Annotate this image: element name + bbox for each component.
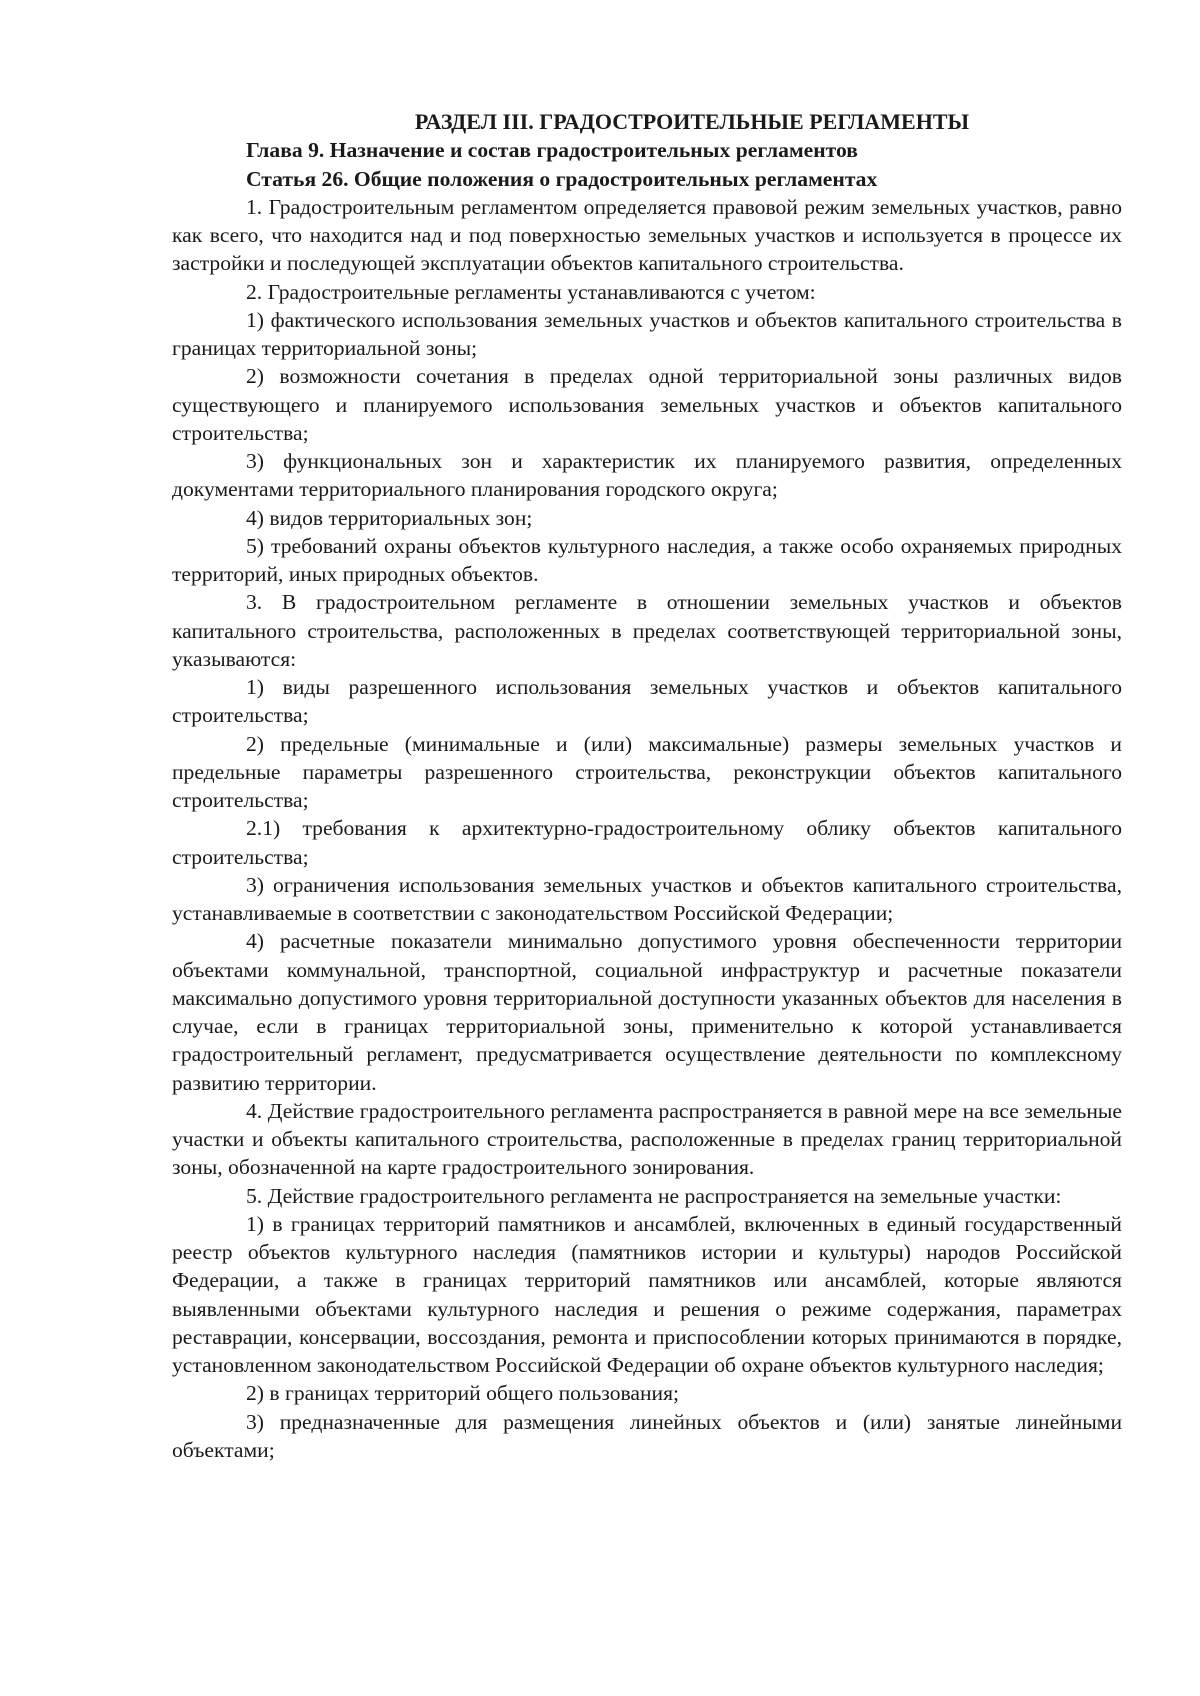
paragraph: 2) возможности сочетания в пределах одной территориальной зоны различных видов существующего и планируемого использования земельных участков и объектов капитального строительства; bbox=[172, 364, 1122, 445]
paragraph: 3) функциональных зон и характеристик их планируемого развития, определенных документами территориального планирования городского округа; bbox=[172, 449, 1122, 502]
section-title: РАЗДЕЛ III. ГРАДОСТРОИТЕЛЬНЫЕ РЕГЛАМЕНТЫ bbox=[414, 109, 970, 134]
paragraph: 4) видов территориальных зон; bbox=[246, 505, 533, 530]
chapter-title: Глава 9. Назначение и состав градостроительных регламентов bbox=[246, 138, 858, 163]
paragraph: 2) в границах территорий общего пользования; bbox=[246, 1381, 680, 1406]
document-page bbox=[172, 108, 1122, 1464]
paragraph: 1) в границах территорий памятников и ансамблей, включенных в единый государственный реестр объектов культурного наследия (памятников истории и культуры) народов Российской Федерации, а также в границах территорий памятников или ансамблей, которые являются выявленными объектами культурного наследия и решения о режиме содержания, параметрах реставрации, консервации, воссоздания, ремонта и приспособлении которых принимаются в порядке, установленном законодательством Российской Федерации об охране объектов культурного наследия; bbox=[172, 1211, 1122, 1377]
paragraph: 4. Действие градостроительного регламента распространяется в равной мере на все земельные участки и объекты капитального строительства, расположенные в пределах границ территориальной зоны, обозначенной на карте градостроительного зонирования. bbox=[172, 1098, 1122, 1180]
paragraph: 1) виды разрешенного использования земельных участков и объектов капитального строительства; bbox=[172, 675, 1122, 728]
paragraph: 3) ограничения использования земельных участков и объектов капитального строительства, устанавливаемые в соответствии с законодательством Российской Федерации; bbox=[172, 872, 1122, 925]
article-title: Статья 26. Общие положения о градостроительных регламентах bbox=[246, 166, 878, 191]
paragraph: 1. Градостроительным регламентом определяется правовой режим земельных участков, равно как всего, что находится над и под поверхностью земельных участков и используется в процессе их застройки и последующей эксплуатации объектов капитального строительства. bbox=[172, 194, 1122, 276]
paragraph: 1) фактического использования земельных участков и объектов капитального строительства в границах территориальной зоны; bbox=[172, 307, 1122, 360]
paragraph: 2. Градостроительные регламенты устанавливаются с учетом: bbox=[246, 279, 816, 304]
paragraph: 5) требований охраны объектов культурного наследия, а также особо охраняемых природных территорий, иных природных объектов. bbox=[172, 533, 1122, 586]
paragraph: 2) предельные (минимальные и (или) максимальные) размеры земельных участков и предельные параметры разрешенного строительства, реконструкции объектов капитального строительства; bbox=[172, 731, 1122, 812]
paragraph: 2.1) требования к архитектурно-градостроительному облику объектов капитального строительства; bbox=[172, 816, 1122, 869]
paragraph: 3. В градостроительном регламенте в отношении земельных участков и объектов капитального строительства, расположенных в пределах соответствующей территориальной зоны, указываются: bbox=[172, 590, 1122, 671]
paragraph: 3) предназначенные для размещения линейных объектов и (или) занятые линейными объектами; bbox=[172, 1409, 1122, 1462]
paragraph: 5. Действие градостроительного регламента не распространяется на земельные участки: bbox=[246, 1183, 1062, 1208]
paragraph: 4) расчетные показатели минимально допустимого уровня обеспеченности территории объектами коммунальной, транспортной, социальной инфраструктур и расчетные показатели максимально допустимого уровня территориальной доступности указанных объектов для населения в случае, если в границах территориальной зоны, применительно к которой устанавливается градостроительный регламент, предусматривается осуществление деятельности по комплексному развитию территории. bbox=[172, 929, 1122, 1095]
